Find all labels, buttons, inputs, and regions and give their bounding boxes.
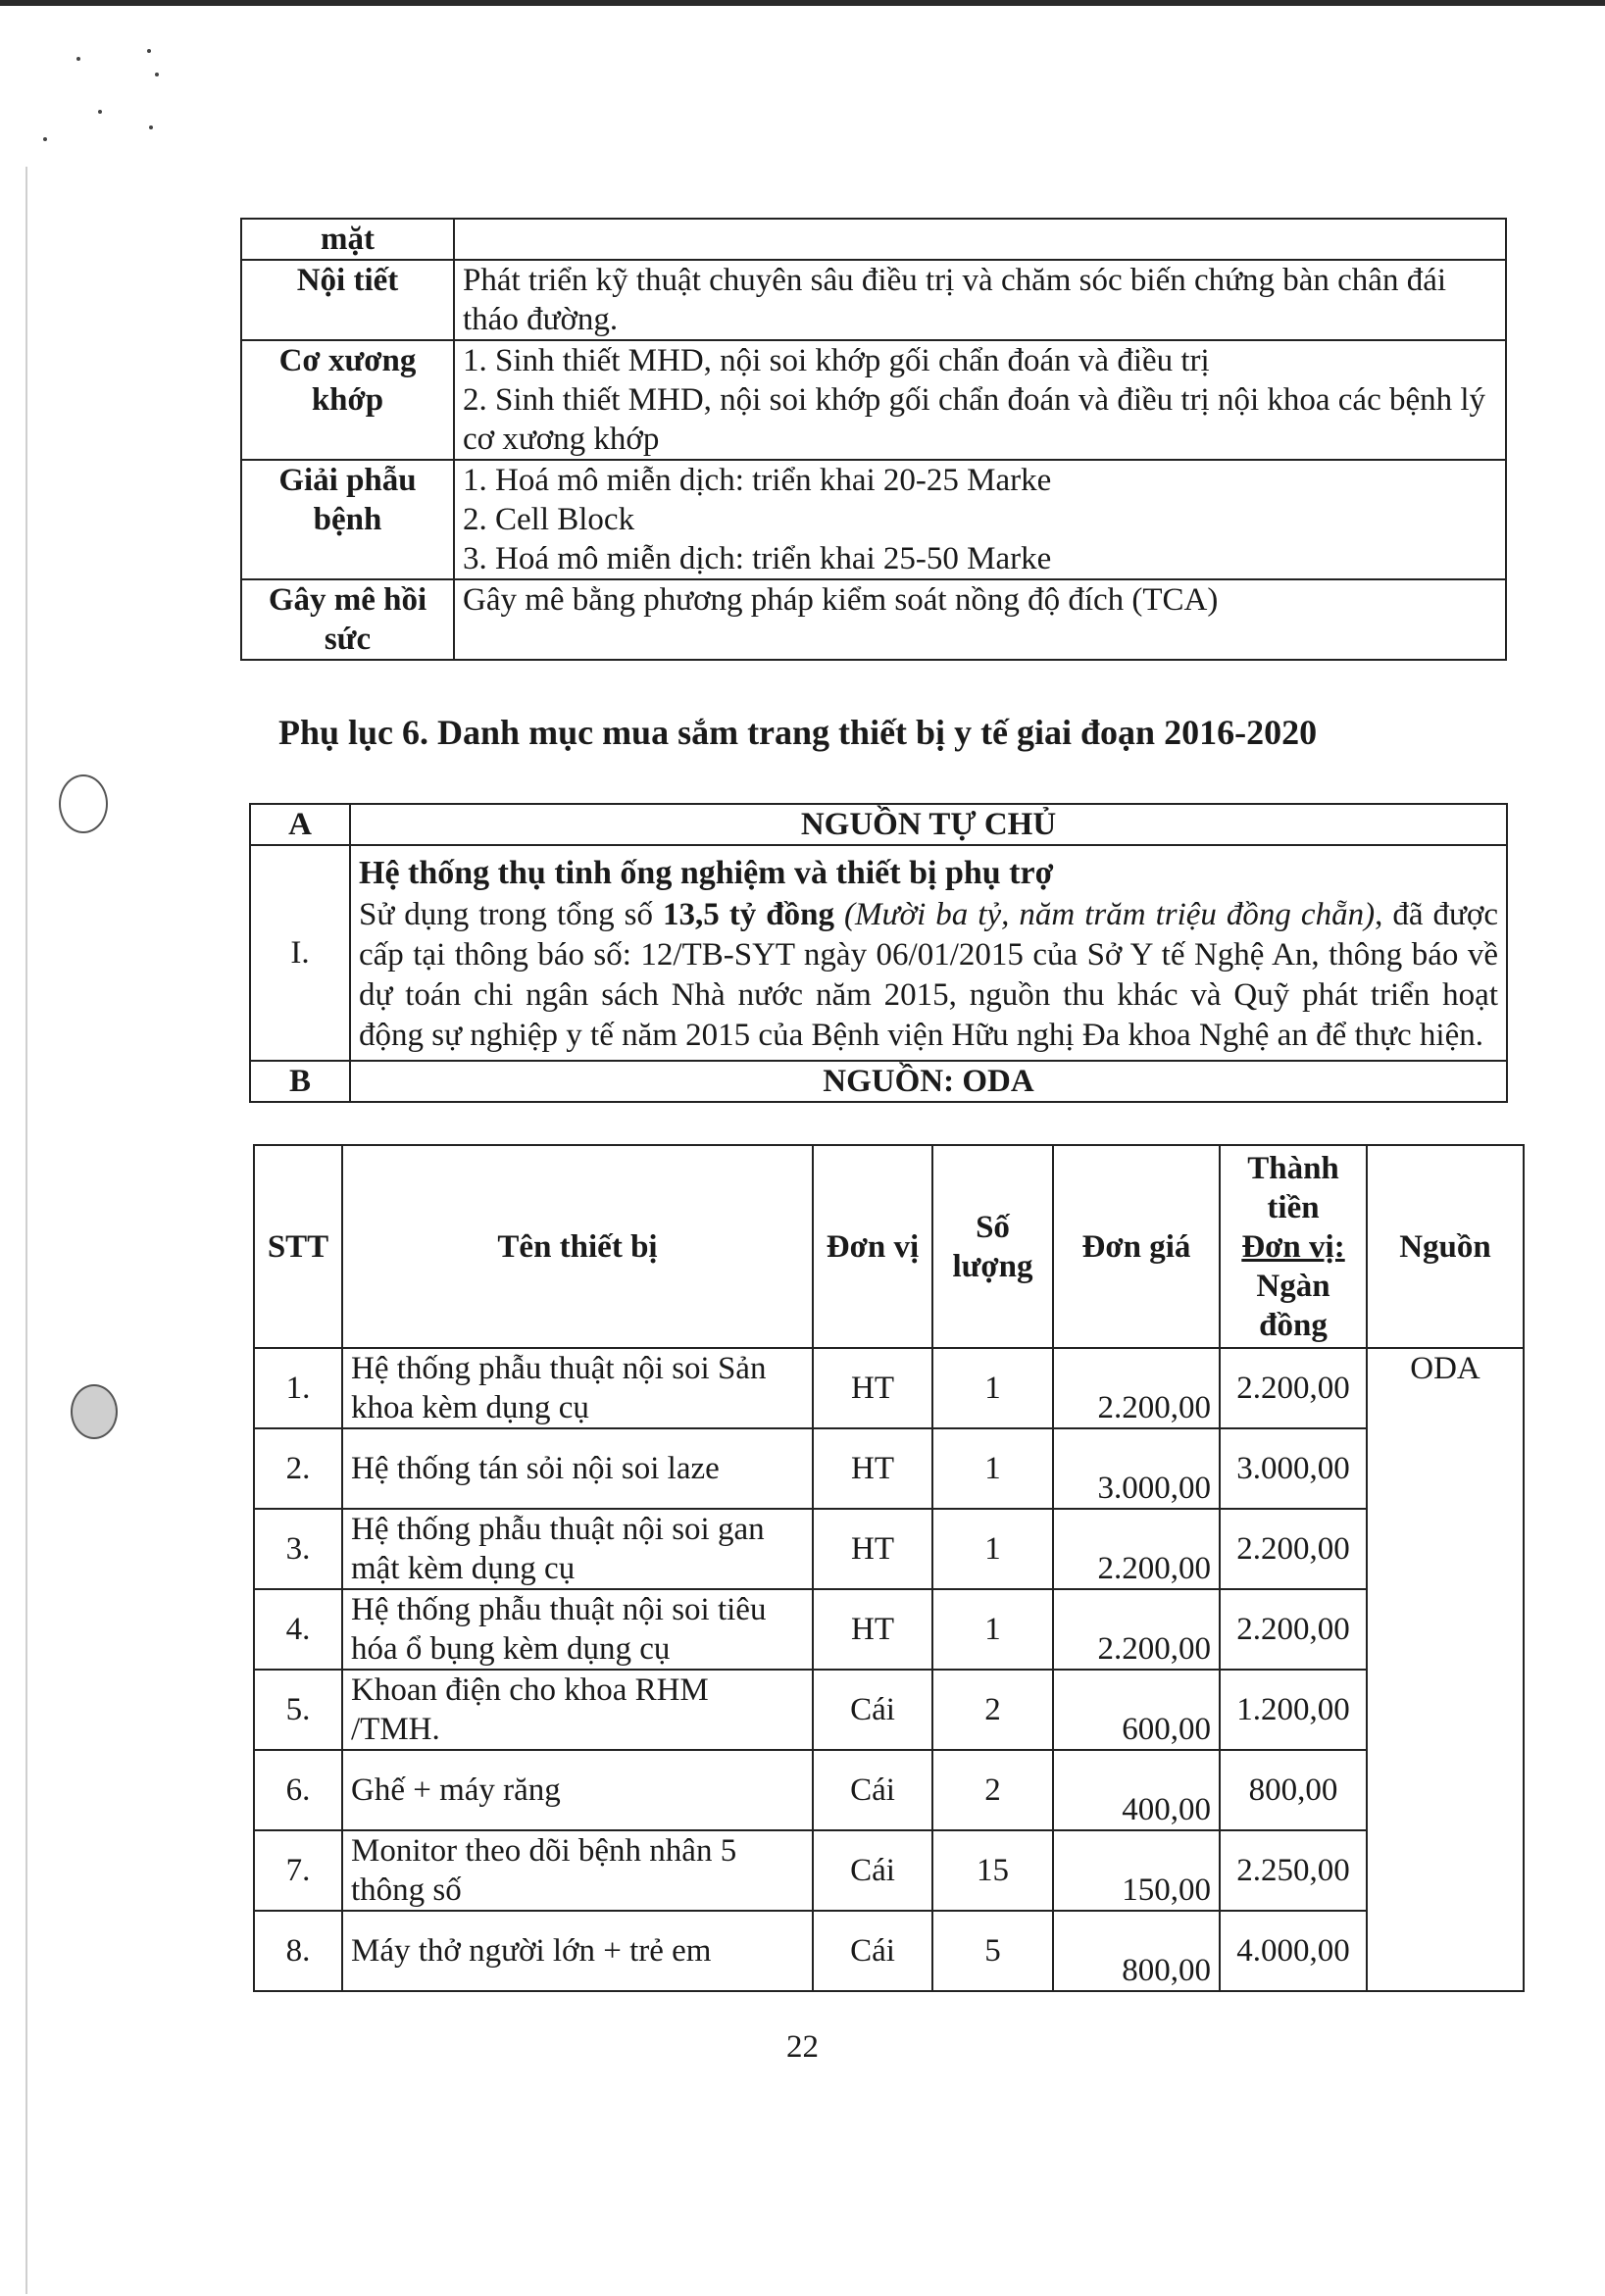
row-unit: Cái [813,1750,932,1830]
para-amount-words: (Mười ba tỷ, năm trăm triệu đồng chẵn) [833,897,1376,932]
row-stt: 6. [254,1750,342,1830]
row-stt: 1. [254,1348,342,1428]
row-total: 2.200,00 [1220,1348,1367,1428]
department-label: Cơ xương khớp [241,340,454,460]
row-name: Hệ thống phẫu thuật nội soi gan mật kèm dụng cụ [342,1509,813,1589]
technique-content: 1. Sinh thiết MHD, nội soi khớp gối chẩn đoán và điều trị 2. Sinh thiết MHD, nội soi khớp gối chẩn đoán và điều trị nội khoa các bệnh lý cơ xương khớp [454,340,1506,460]
scan-speck [147,49,151,53]
department-label: mặt [241,219,454,260]
section-a-heading: NGUỒN TỰ CHỦ [350,804,1507,845]
row-name: Ghế + máy răng [342,1750,813,1830]
row-unit: HT [813,1589,932,1670]
row-unit: HT [813,1348,932,1428]
department-label: Gây mê hồi sức [241,579,454,660]
row-unit: HT [813,1509,932,1589]
row-total: 1.200,00 [1220,1670,1367,1750]
row-qty: 1 [932,1348,1053,1428]
row-source: ODA [1367,1348,1524,1991]
row-name: Hệ thống phẫu thuật nội soi Sản khoa kèm dụng cụ [342,1348,813,1428]
header-total-currency: Ngàn đồng [1256,1268,1330,1343]
header-stt: STT [254,1145,342,1348]
header-total [1220,1145,1367,1348]
funding-source-table [249,803,1508,1103]
table-row [241,219,1506,260]
row-qty: 2 [932,1750,1053,1830]
row-qty: 15 [932,1830,1053,1911]
technique-content: Gây mê bằng phương pháp kiểm soát nồng độ đích (TCA) [454,579,1506,660]
row-price: 600,00 [1053,1670,1220,1750]
row-qty: 1 [932,1589,1053,1670]
row-stt: 4. [254,1589,342,1670]
scan-speck [149,125,153,129]
row-stt: 8. [254,1911,342,1991]
table-row [254,1911,1524,1991]
row-name: Khoan điện cho khoa RHM /TMH. [342,1670,813,1750]
appendix-title: Phụ lục 6. Danh mục mua sắm trang thiết bị y tế giai đoạn 2016-2020 [278,713,1318,752]
row-total: 4.000,00 [1220,1911,1367,1991]
table-row [254,1670,1524,1750]
scan-speck [98,110,102,114]
row-name: Máy thở người lớn + trẻ em [342,1911,813,1991]
department-label: Giải phẫu bệnh [241,460,454,579]
header-total-unit: Đơn vị: [1241,1228,1345,1265]
header-source: Nguồn [1367,1145,1524,1348]
table-row [254,1428,1524,1509]
technique-content [454,219,1506,260]
row-unit: HT [813,1428,932,1509]
row-qty: 1 [932,1428,1053,1509]
row-price: 2.200,00 [1053,1348,1220,1428]
row-name: Hệ thống phẫu thuật nội soi tiêu hóa ổ bụng kèm dụng cụ [342,1589,813,1670]
row-total: 2.200,00 [1220,1509,1367,1589]
section-b-code: B [250,1061,350,1102]
row-stt: 5. [254,1670,342,1750]
header-total-title: Thành tiền [1247,1150,1339,1225]
row-price: 2.200,00 [1053,1589,1220,1670]
page-number: 22 [786,2029,819,2065]
header-price: Đơn giá [1053,1145,1220,1348]
para-lead: Sử dụng trong tổng số [359,897,663,932]
row-stt: 2. [254,1428,342,1509]
row-unit: Cái [813,1670,932,1750]
row-total: 2.250,00 [1220,1830,1367,1911]
department-label: Nội tiết [241,260,454,340]
row-price: 400,00 [1053,1750,1220,1830]
scan-speck [76,57,80,61]
section-a-row [250,804,1507,845]
table-row [254,1750,1524,1830]
table-row [241,340,1506,460]
item-title: Hệ thống thụ tinh ống nghiệm và thiết bị phụ trợ [359,855,1054,891]
header-unit: Đơn vị [813,1145,932,1348]
row-unit: Cái [813,1911,932,1991]
row-price: 800,00 [1053,1911,1220,1991]
equipment-table [253,1144,1525,1992]
table-row [254,1348,1524,1428]
row-unit: Cái [813,1830,932,1911]
technique-content: Phát triển kỹ thuật chuyên sâu điều trị và chăm sóc biến chứng bàn chân đái tháo đường. [454,260,1506,340]
row-qty: 2 [932,1670,1053,1750]
section-b-heading: NGUỒN: ODA [350,1061,1507,1102]
row-total: 2.200,00 [1220,1589,1367,1670]
technique-table [240,218,1507,661]
section-a-code: A [250,804,350,845]
row-price: 150,00 [1053,1830,1220,1911]
row-qty: 5 [932,1911,1053,1991]
scan-speck [43,137,47,141]
scan-left-edge [25,167,27,2294]
punch-hole [59,774,108,833]
row-price: 3.000,00 [1053,1428,1220,1509]
scan-speck [155,73,159,76]
section-a-item-row [250,845,1507,1061]
header-qty: Số lượng [932,1145,1053,1348]
row-total: 3.000,00 [1220,1428,1367,1509]
item-code: I. [250,845,350,1061]
section-b-row [250,1061,1507,1102]
row-qty: 1 [932,1509,1053,1589]
row-stt: 3. [254,1509,342,1589]
table-row [254,1509,1524,1589]
item-description [350,845,1507,1061]
punch-hole [71,1384,118,1439]
table-row [241,260,1506,340]
header-name: Tên thiết bị [342,1145,813,1348]
para-amount: 13,5 tỷ đồng [663,897,834,932]
para-rest: , đã được cấp tại thông báo số: 12/TB-SYT ngày 06/01/2015 của Sở Y tế Nghệ An, thông báo về dự toán chi ngân sách Nhà nước năm 2015, nguồn thu khác và Quỹ phát triển hoạt động sự nghiệp y tế năm 2015 của Bệnh viện Hữu nghị Đa khoa Nghệ an để thực hiện. [359,897,1498,1053]
row-name: Monitor theo dõi bệnh nhân 5 thông số [342,1830,813,1911]
row-stt: 7. [254,1830,342,1911]
row-total: 800,00 [1220,1750,1367,1830]
table-header-row [254,1145,1524,1348]
scan-top-edge [0,0,1605,6]
table-row [241,579,1506,660]
table-row [254,1589,1524,1670]
table-row [254,1830,1524,1911]
technique-content: 1. Hoá mô miễn dịch: triển khai 20-25 Marke 2. Cell Block 3. Hoá mô miễn dịch: triển khai 25-50 Marke [454,460,1506,579]
row-price: 2.200,00 [1053,1509,1220,1589]
table-row [241,460,1506,579]
item-paragraph [359,895,1498,1056]
row-name: Hệ thống tán sỏi nội soi laze [342,1428,813,1509]
